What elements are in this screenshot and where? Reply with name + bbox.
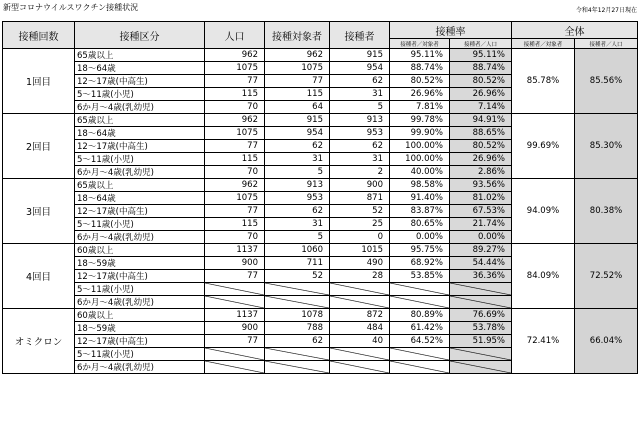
cell-target bbox=[265, 296, 330, 309]
cell-vaccinated: 2 bbox=[330, 166, 390, 179]
cell-rate-target: 91.40% bbox=[390, 192, 450, 205]
cell-target: 31 bbox=[265, 153, 330, 166]
cell-category: 6か月～4歳(乳幼児) bbox=[75, 166, 205, 179]
cell-rate-target: 26.96% bbox=[390, 88, 450, 101]
cell-population bbox=[205, 296, 265, 309]
cell-target: 788 bbox=[265, 322, 330, 335]
cell-population bbox=[205, 348, 265, 361]
cell-category: 5～11歳(小児) bbox=[75, 348, 205, 361]
cell-population bbox=[205, 283, 265, 296]
table-row bbox=[3, 179, 638, 192]
cell-vaccinated: 52 bbox=[330, 205, 390, 218]
report-date: 令和4年12月27日現在 bbox=[575, 7, 637, 14]
total-rate-target: 94.09% bbox=[512, 179, 575, 244]
cell-population bbox=[205, 361, 265, 374]
cell-population: 70 bbox=[205, 166, 265, 179]
cell-target: 1078 bbox=[265, 309, 330, 322]
cell-category: 18～64歳 bbox=[75, 127, 205, 140]
cell-population: 962 bbox=[205, 49, 265, 62]
cell-target: 62 bbox=[265, 140, 330, 153]
round-label: 3回目 bbox=[3, 179, 75, 244]
cell-rate-pop: 95.11% bbox=[450, 49, 512, 62]
cell-rate-pop: 26.96% bbox=[450, 153, 512, 166]
table-row bbox=[3, 244, 638, 257]
cell-category: 5～11歳(小児) bbox=[75, 218, 205, 231]
cell-vaccinated: 915 bbox=[330, 49, 390, 62]
cell-rate-pop bbox=[450, 283, 512, 296]
vaccination-table bbox=[2, 21, 638, 374]
cell-category: 18～59歳 bbox=[75, 257, 205, 270]
cell-target: 5 bbox=[265, 231, 330, 244]
total-rate-target: 72.41% bbox=[512, 309, 575, 374]
cell-rate-target bbox=[390, 296, 450, 309]
header-vaccinated: 接種者 bbox=[330, 22, 390, 49]
header-total-pop: 接種者／人口 bbox=[575, 39, 638, 49]
cell-population: 1075 bbox=[205, 192, 265, 205]
cell-vaccinated: 62 bbox=[330, 140, 390, 153]
table-row bbox=[3, 114, 638, 127]
header-rate: 接種率 bbox=[390, 22, 512, 39]
header-total-target: 接種者／対象者 bbox=[512, 39, 575, 49]
cell-target: 1075 bbox=[265, 62, 330, 75]
cell-target: 115 bbox=[265, 88, 330, 101]
cell-rate-pop: 76.69% bbox=[450, 309, 512, 322]
cell-rate-pop: 26.96% bbox=[450, 88, 512, 101]
cell-rate-target: 100.00% bbox=[390, 140, 450, 153]
cell-rate-target bbox=[390, 361, 450, 374]
cell-population: 77 bbox=[205, 270, 265, 283]
cell-rate-target: 64.52% bbox=[390, 335, 450, 348]
cell-target bbox=[265, 283, 330, 296]
cell-rate-pop: 94.91% bbox=[450, 114, 512, 127]
table-row bbox=[3, 49, 638, 62]
cell-population: 900 bbox=[205, 257, 265, 270]
cell-rate-target: 61.42% bbox=[390, 322, 450, 335]
round-label: オミクロン bbox=[3, 309, 75, 374]
cell-target: 962 bbox=[265, 49, 330, 62]
cell-target: 62 bbox=[265, 335, 330, 348]
cell-vaccinated: 900 bbox=[330, 179, 390, 192]
header-category: 接種区分 bbox=[75, 22, 205, 49]
cell-rate-target: 98.58% bbox=[390, 179, 450, 192]
cell-target: 77 bbox=[265, 75, 330, 88]
cell-target: 31 bbox=[265, 218, 330, 231]
page-title: 新型コロナウイルスワクチン接種状況 bbox=[3, 3, 139, 12]
cell-rate-pop bbox=[450, 348, 512, 361]
cell-target: 915 bbox=[265, 114, 330, 127]
cell-rate-pop: 2.86% bbox=[450, 166, 512, 179]
cell-population: 115 bbox=[205, 153, 265, 166]
cell-category: 12～17歳(中高生) bbox=[75, 335, 205, 348]
cell-rate-target: 53.85% bbox=[390, 270, 450, 283]
cell-vaccinated: 31 bbox=[330, 88, 390, 101]
cell-vaccinated bbox=[330, 361, 390, 374]
cell-population: 70 bbox=[205, 231, 265, 244]
cell-rate-pop: 36.36% bbox=[450, 270, 512, 283]
cell-population: 70 bbox=[205, 101, 265, 114]
cell-rate-target bbox=[390, 283, 450, 296]
cell-population: 1137 bbox=[205, 244, 265, 257]
cell-category: 12～17歳(中高生) bbox=[75, 270, 205, 283]
total-rate-target: 85.78% bbox=[512, 49, 575, 114]
cell-rate-target: 80.89% bbox=[390, 309, 450, 322]
cell-category: 12～17歳(中高生) bbox=[75, 75, 205, 88]
cell-population: 962 bbox=[205, 114, 265, 127]
cell-rate-target: 7.81% bbox=[390, 101, 450, 114]
cell-category: 60歳以上 bbox=[75, 309, 205, 322]
cell-population: 77 bbox=[205, 140, 265, 153]
cell-rate-pop: 81.02% bbox=[450, 192, 512, 205]
cell-category: 65歳以上 bbox=[75, 114, 205, 127]
cell-population: 962 bbox=[205, 179, 265, 192]
cell-rate-pop: 67.53% bbox=[450, 205, 512, 218]
round-label: 2回目 bbox=[3, 114, 75, 179]
round-label: 4回目 bbox=[3, 244, 75, 309]
table-row bbox=[3, 309, 638, 322]
cell-population: 1075 bbox=[205, 62, 265, 75]
cell-category: 6か月～4歳(乳幼児) bbox=[75, 101, 205, 114]
cell-target: 52 bbox=[265, 270, 330, 283]
cell-target bbox=[265, 348, 330, 361]
cell-category: 65歳以上 bbox=[75, 49, 205, 62]
cell-rate-pop bbox=[450, 361, 512, 374]
cell-target: 954 bbox=[265, 127, 330, 140]
cell-rate-pop bbox=[450, 296, 512, 309]
cell-population: 115 bbox=[205, 218, 265, 231]
cell-rate-target: 95.11% bbox=[390, 49, 450, 62]
cell-rate-target: 40.00% bbox=[390, 166, 450, 179]
cell-rate-pop: 88.65% bbox=[450, 127, 512, 140]
cell-category: 12～17歳(中高生) bbox=[75, 140, 205, 153]
cell-rate-target: 83.87% bbox=[390, 205, 450, 218]
cell-rate-pop: 93.56% bbox=[450, 179, 512, 192]
cell-vaccinated bbox=[330, 348, 390, 361]
cell-category: 12～17歳(中高生) bbox=[75, 205, 205, 218]
cell-rate-target: 100.00% bbox=[390, 153, 450, 166]
cell-category: 6か月～4歳(乳幼児) bbox=[75, 231, 205, 244]
cell-vaccinated: 31 bbox=[330, 153, 390, 166]
cell-category: 5～11歳(小児) bbox=[75, 153, 205, 166]
total-rate-pop: 72.52% bbox=[575, 244, 638, 309]
cell-vaccinated: 25 bbox=[330, 218, 390, 231]
cell-target bbox=[265, 361, 330, 374]
total-rate-pop: 80.38% bbox=[575, 179, 638, 244]
cell-category: 18～59歳 bbox=[75, 322, 205, 335]
cell-rate-pop: 80.52% bbox=[450, 140, 512, 153]
header-population: 人口 bbox=[205, 22, 265, 49]
round-label: 1回目 bbox=[3, 49, 75, 114]
cell-target: 953 bbox=[265, 192, 330, 205]
cell-vaccinated: 5 bbox=[330, 101, 390, 114]
cell-vaccinated: 954 bbox=[330, 62, 390, 75]
cell-category: 6か月～4歳(乳幼児) bbox=[75, 296, 205, 309]
cell-population: 115 bbox=[205, 88, 265, 101]
cell-rate-target: 0.00% bbox=[390, 231, 450, 244]
cell-vaccinated: 871 bbox=[330, 192, 390, 205]
cell-target: 5 bbox=[265, 166, 330, 179]
cell-vaccinated: 490 bbox=[330, 257, 390, 270]
cell-category: 5～11歳(小児) bbox=[75, 283, 205, 296]
cell-rate-pop: 54.44% bbox=[450, 257, 512, 270]
cell-rate-target: 80.65% bbox=[390, 218, 450, 231]
cell-category: 5～11歳(小児) bbox=[75, 88, 205, 101]
total-rate-target: 99.69% bbox=[512, 114, 575, 179]
cell-population: 77 bbox=[205, 205, 265, 218]
cell-rate-target: 95.75% bbox=[390, 244, 450, 257]
cell-vaccinated: 28 bbox=[330, 270, 390, 283]
cell-rate-target: 80.52% bbox=[390, 75, 450, 88]
cell-vaccinated bbox=[330, 296, 390, 309]
header-target: 接種対象者 bbox=[265, 22, 330, 49]
cell-vaccinated: 0 bbox=[330, 231, 390, 244]
header-rate-pop: 接種者／人口 bbox=[450, 39, 512, 49]
cell-rate-pop: 0.00% bbox=[450, 231, 512, 244]
cell-rate-pop: 7.14% bbox=[450, 101, 512, 114]
cell-rate-pop: 80.52% bbox=[450, 75, 512, 88]
cell-population: 77 bbox=[205, 335, 265, 348]
total-rate-pop: 85.56% bbox=[575, 49, 638, 114]
cell-rate-target: 88.74% bbox=[390, 62, 450, 75]
cell-vaccinated: 62 bbox=[330, 75, 390, 88]
cell-population: 77 bbox=[205, 75, 265, 88]
total-rate-pop: 85.30% bbox=[575, 114, 638, 179]
cell-vaccinated: 40 bbox=[330, 335, 390, 348]
cell-vaccinated: 872 bbox=[330, 309, 390, 322]
cell-rate-pop: 88.74% bbox=[450, 62, 512, 75]
cell-category: 60歳以上 bbox=[75, 244, 205, 257]
cell-target: 1060 bbox=[265, 244, 330, 257]
cell-category: 18～64歳 bbox=[75, 62, 205, 75]
cell-rate-pop: 21.74% bbox=[450, 218, 512, 231]
cell-category: 18～64歳 bbox=[75, 192, 205, 205]
cell-vaccinated bbox=[330, 283, 390, 296]
cell-rate-target: 99.78% bbox=[390, 114, 450, 127]
cell-target: 711 bbox=[265, 257, 330, 270]
cell-rate-target bbox=[390, 348, 450, 361]
cell-vaccinated: 484 bbox=[330, 322, 390, 335]
header-round: 接種回数 bbox=[3, 22, 75, 49]
cell-target: 64 bbox=[265, 101, 330, 114]
cell-target: 913 bbox=[265, 179, 330, 192]
cell-category: 65歳以上 bbox=[75, 179, 205, 192]
cell-vaccinated: 1015 bbox=[330, 244, 390, 257]
cell-category: 6か月～4歳(乳幼児) bbox=[75, 361, 205, 374]
header-rate-target: 接種者／対象者 bbox=[390, 39, 450, 49]
cell-rate-pop: 53.78% bbox=[450, 322, 512, 335]
cell-rate-pop: 51.95% bbox=[450, 335, 512, 348]
header-total: 全体 bbox=[512, 22, 638, 39]
cell-population: 1075 bbox=[205, 127, 265, 140]
total-rate-target: 84.09% bbox=[512, 244, 575, 309]
cell-rate-target: 68.92% bbox=[390, 257, 450, 270]
cell-population: 1137 bbox=[205, 309, 265, 322]
total-rate-pop: 66.04% bbox=[575, 309, 638, 374]
cell-target: 62 bbox=[265, 205, 330, 218]
cell-rate-pop: 89.27% bbox=[450, 244, 512, 257]
cell-rate-target: 99.90% bbox=[390, 127, 450, 140]
cell-population: 900 bbox=[205, 322, 265, 335]
cell-vaccinated: 953 bbox=[330, 127, 390, 140]
cell-vaccinated: 913 bbox=[330, 114, 390, 127]
